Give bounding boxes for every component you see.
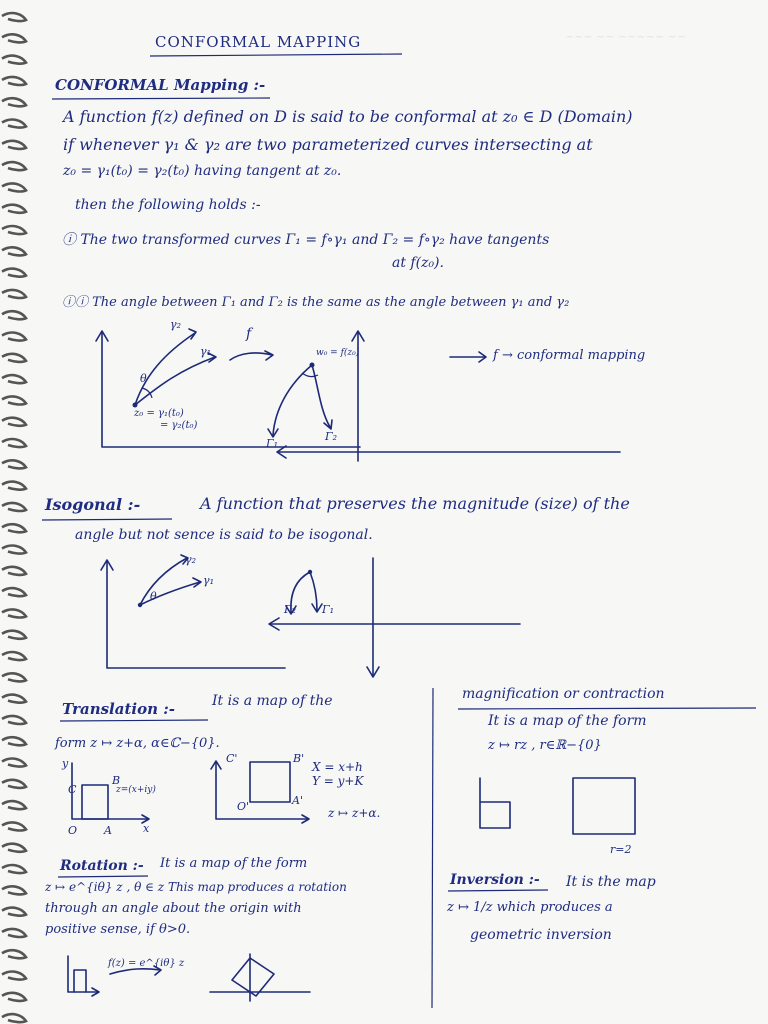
spiral-coil — [2, 652, 26, 660]
fig-note-conformal: f → conformal mapping — [493, 348, 646, 363]
spiral-coil — [2, 759, 26, 767]
spiral-coil — [2, 460, 26, 468]
spiral-coil — [2, 141, 26, 149]
translation-line1: It is a map of the — [212, 693, 333, 709]
tr-label-B: B — [112, 774, 121, 787]
spiral-coil — [2, 98, 26, 106]
translation-eq1: X = x+h — [312, 760, 363, 774]
spiral-coil — [2, 673, 26, 681]
spiral-coil — [2, 695, 26, 703]
translation-line2: form z ↦ z+α, α∈ℂ−{0}. — [55, 736, 220, 751]
tr-label-C2: C' — [226, 752, 238, 765]
spiral-coil — [2, 482, 26, 490]
conformal-def-line3: z₀ = γ₁(t₀) = γ₂(t₀) having tangent at z₀. — [63, 163, 342, 179]
conformal-def-line2: if whenever γ₁ & γ₂ are two parameterized curves intersecting at — [63, 135, 593, 154]
iso-label-g2: γ₂ — [185, 553, 196, 566]
spiral-coil — [2, 13, 26, 21]
conformal-heading: CONFORMAL Mapping :- — [55, 76, 266, 94]
rotation-line2: z ↦ e^{iθ} z , θ ∈ z This map produces a rotation — [45, 880, 347, 894]
conformal-def-line4: then the following holds :- — [75, 197, 261, 213]
tr-label-O2: O' — [237, 800, 250, 813]
tr-label-A: A — [104, 824, 112, 837]
inversion-heading: Inversion :- — [450, 872, 540, 888]
translation-underline — [60, 718, 220, 724]
spiral-coil — [2, 162, 26, 170]
tr-label-O: O — [68, 824, 78, 837]
tr-label-y: y — [62, 757, 69, 770]
translation-eq3: z ↦ z+α. — [328, 806, 381, 820]
iso-label-G1: Γ₁ — [322, 603, 335, 616]
bleed-through: ~~~ ~~ ~~~~~ ~~ — [565, 30, 687, 43]
spiral-coil — [2, 737, 26, 745]
tr-label-B2: B' — [293, 752, 305, 765]
spiral-coil — [2, 546, 26, 554]
magnification-line2: z ↦ rz , r∈ℝ−{0} — [488, 738, 602, 753]
conformal-figure — [90, 315, 730, 465]
inversion-line3: geometric inversion — [470, 927, 612, 943]
rotation-line3: through an angle about the origin with — [45, 901, 302, 916]
isogonal-heading: Isogonal :- — [45, 495, 141, 514]
spiral-coil — [2, 290, 26, 298]
spiral-coil — [2, 865, 26, 873]
spiral-coil — [2, 972, 26, 980]
spiral-coil — [2, 886, 26, 894]
spiral-coil — [2, 120, 26, 128]
spiral-coil — [2, 844, 26, 852]
spiral-coil — [2, 929, 26, 937]
iso-label-theta: θ — [150, 590, 157, 603]
spiral-coil — [2, 631, 26, 639]
magnification-line1: It is a map of the form — [488, 713, 647, 729]
rotation-line1: It is a map of the form — [160, 856, 308, 871]
spiral-binding — [0, 0, 34, 1024]
fig-label-Gamma1: Γ₁ — [266, 437, 279, 450]
iso-label-g1: γ₁ — [203, 574, 214, 587]
fig-label-g1: γ₁ — [200, 345, 211, 358]
Gamma2-curve — [312, 365, 330, 427]
spiral-coil — [2, 183, 26, 191]
conformal-def-line1: A function f(z) defined on D is said to be conformal at z₀ ∈ D (Domain) — [63, 107, 633, 126]
rotation-figure — [60, 946, 320, 1006]
rotation-fig-label: f(z) = e^{iθ} z — [108, 958, 185, 969]
spiral-coil — [2, 77, 26, 85]
spiral-coil — [2, 780, 26, 788]
spiral-coil — [2, 567, 26, 575]
iso-label-G2: Γ₂ — [284, 603, 297, 616]
column-divider — [430, 688, 436, 1008]
isogonal-line2: angle but not sence is said to be isogonal. — [75, 527, 373, 543]
inversion-underline — [448, 888, 558, 894]
inversion-line1: It is the map — [566, 874, 656, 890]
spiral-coil — [2, 226, 26, 234]
rotation-line4: positive sense, if θ>0. — [45, 922, 191, 937]
fig-label-z0b: = γ₂(t₀) — [160, 420, 198, 431]
spiral-coil — [2, 34, 26, 42]
spiral-coil — [2, 822, 26, 830]
spiral-coil — [2, 269, 26, 277]
isogonal-figure — [95, 550, 525, 680]
spiral-coil — [2, 439, 26, 447]
spiral-coil — [2, 396, 26, 404]
magnification-heading: magnification or contraction — [462, 686, 665, 702]
tr-label-A2: A' — [292, 794, 303, 807]
spiral-coil — [2, 503, 26, 511]
spiral-coil — [2, 375, 26, 383]
spiral-coil — [2, 950, 26, 958]
fig-label-z0: z₀ = γ₁(t₀) — [134, 408, 184, 419]
rotation-heading: Rotation :- — [60, 858, 144, 874]
spiral-coil — [2, 1014, 26, 1022]
spiral-coil — [2, 993, 26, 1001]
spiral-coil — [2, 354, 26, 362]
spiral-coil — [2, 801, 26, 809]
fig-label-Gamma2: Γ₂ — [325, 430, 338, 443]
conformal-item1-line2: at f(z₀). — [392, 255, 444, 271]
magnification-figure — [470, 770, 650, 850]
conformal-item2: ⓘⓘ The angle between Γ₁ and Γ₂ is the same as the angle between γ₁ and γ₂ — [62, 295, 570, 310]
tr-label-C: C — [68, 783, 77, 796]
translation-eq2: Y = y+K — [312, 774, 364, 788]
spiral-coil — [2, 311, 26, 319]
translation-heading: Translation :- — [62, 700, 175, 718]
fig-label-f: f — [246, 326, 252, 342]
spiral-coil — [2, 56, 26, 64]
spiral-coil — [2, 205, 26, 213]
fig-label-w: w₀ = f(z₀) — [316, 348, 360, 358]
page-title: CONFORMAL MAPPING — [155, 33, 362, 51]
spiral-coil — [2, 524, 26, 532]
conformal-item1-line1: ⓘ The two transformed curves Γ₁ = f∘γ₁ and Γ₂ = f∘γ₂ have tangents — [62, 232, 550, 248]
spiral-coil — [2, 908, 26, 916]
title-underline — [150, 52, 410, 60]
isogonal-line1: A function that preserves the magnitude (size) of the — [200, 494, 630, 513]
spiral-coil — [2, 418, 26, 426]
spiral-coil — [2, 588, 26, 596]
spiral-coil — [2, 333, 26, 341]
magnification-r-label: r=2 — [610, 843, 632, 856]
fig-label-g2: γ₂ — [170, 318, 181, 331]
spiral-coil — [2, 716, 26, 724]
conformal-underline — [52, 96, 282, 102]
fig-label-theta: θ — [140, 372, 147, 385]
magnification-underline — [458, 706, 768, 712]
spiral-coil — [2, 247, 26, 255]
tr-label-Bz: z=(x+iy) — [116, 785, 156, 795]
isogonal-underline — [42, 517, 182, 523]
inversion-line2: z ↦ 1/z which produces a — [447, 900, 613, 915]
spiral-coil — [2, 609, 26, 617]
tr-label-x: x — [143, 822, 150, 835]
